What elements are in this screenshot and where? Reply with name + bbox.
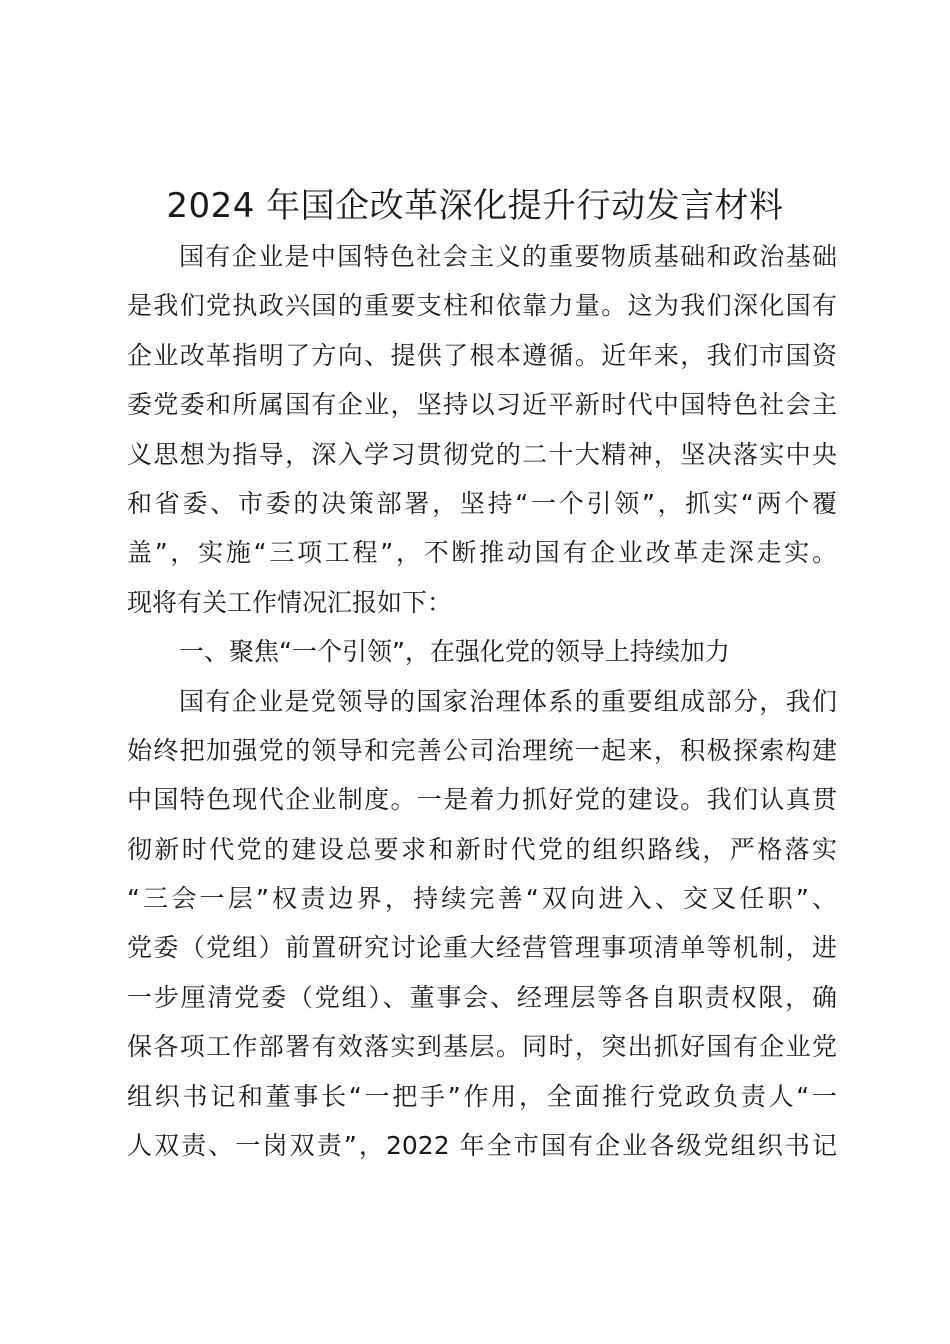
paragraph-line: 现将有关工作情况汇报如下： bbox=[127, 587, 453, 617]
paragraph-line: “三会一层”权责边界，持续完善“双向进入、交叉任职”、 bbox=[127, 884, 837, 914]
paragraph-line: 国有企业是党领导的国家治理体系的重要组成部分，我们 bbox=[179, 686, 837, 716]
paragraph-line: 组织书记和董事长“一把手”作用，全面推行党政负责人“一 bbox=[127, 1081, 837, 1111]
paragraph-line: 和省委、市委的决策部署，坚持“一个引领”，抓实“两个覆 bbox=[127, 488, 837, 518]
paragraph-line: 盖”，实施“三项工程”，不断推动国有企业改革走深走实。 bbox=[127, 538, 837, 568]
document-body bbox=[127, 232, 837, 1170]
paragraph-line: 一步厘清党委（党组）、董事会、经理层等各自职责权限，确 bbox=[127, 982, 837, 1012]
paragraph-line: 始终把加强党的领导和完善公司治理统一起来，积极探索构建 bbox=[127, 735, 837, 765]
section-heading: 一、聚焦“一个引领”，在强化党的领导上持续加力 bbox=[179, 637, 730, 667]
paragraph-line: 保各项工作部署有效落实到基层。同时，突出抓好国有企业党 bbox=[127, 1032, 837, 1062]
paragraph-line: 国有企业是中国特色社会主义的重要物质基础和政治基础 bbox=[179, 242, 837, 271]
paragraph-line: 是我们党执政兴国的重要支柱和依靠力量。这为我们深化国有 bbox=[127, 291, 837, 321]
paragraph-line: 企业改革指明了方向、提供了根本遵循。近年来，我们市国资 bbox=[127, 340, 837, 370]
paragraph-line: 人双责、一岗双责”，2022 年全市国有企业各级党组织书记 bbox=[127, 1131, 837, 1161]
paragraph-line: 彻新时代党的建设总要求和新时代党的组织路线，严格落实 bbox=[127, 834, 837, 864]
paragraph-line: 义思想为指导，深入学习贯彻党的二十大精神，坚决落实中央 bbox=[127, 439, 837, 469]
document-title: 2024 年国企改革深化提升行动发言材料 bbox=[166, 186, 784, 226]
paragraph-line: 中国特色现代企业制度。一是着力抓好党的建设。我们认真贯 bbox=[127, 785, 837, 815]
paragraph-line: 党委（党组）前置研究讨论重大经营管理事项清单等机制，进 bbox=[127, 933, 837, 963]
paragraph-line: 委党委和所属国有企业，坚持以习近平新时代中国特色社会主 bbox=[127, 390, 837, 420]
